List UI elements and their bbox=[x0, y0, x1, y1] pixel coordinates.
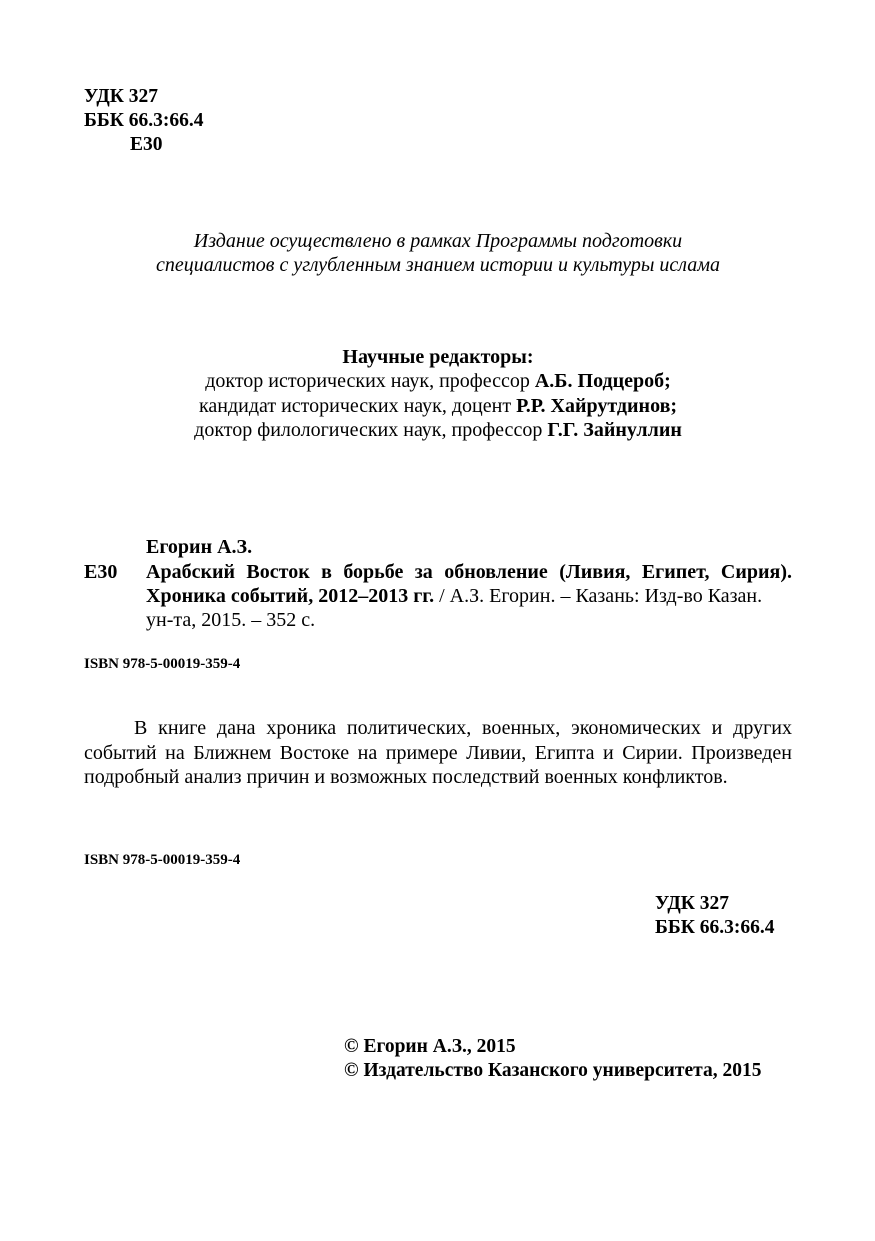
editor-1-title: доктор исторических наук, профессор bbox=[205, 370, 535, 392]
editor-line-2 bbox=[84, 395, 792, 418]
editor-2-name: Р.Р. Хайрутдинов; bbox=[516, 395, 678, 417]
udk-code-bottom: УДК 327 bbox=[655, 893, 730, 914]
copyright-author: © Егорин А.З., 2015 bbox=[344, 1036, 516, 1057]
udk-code-top: УДК 327 bbox=[84, 86, 159, 107]
record-title-line-3: ун-та, 2015. – 352 с. bbox=[146, 609, 316, 631]
isbn-second: ISBN 978-5-00019-359-4 bbox=[84, 852, 241, 868]
editors-heading: Научные редакторы: bbox=[342, 346, 534, 368]
annotation-line-1: В книге дана хроника политических, военных, экономических и других bbox=[134, 717, 792, 739]
bbk-code-top: ББК 66.3:66.4 bbox=[84, 110, 204, 131]
record-title-line-2 bbox=[146, 585, 792, 608]
annotation-line-2: событий на Ближнем Востоке на примере Ливии, Египта и Сирии. Произведен bbox=[84, 742, 792, 764]
editor-3-name: Г.Г. Зайнуллин bbox=[547, 419, 682, 441]
record-author: Егорин А.З. bbox=[146, 536, 253, 558]
program-note-line-1: Издание осуществлено в рамках Программы подготовки bbox=[193, 230, 683, 252]
record-author-mark: Е30 bbox=[84, 561, 118, 583]
copyright-publisher: © Издательство Казанского университета, 2015 bbox=[344, 1060, 762, 1081]
editor-line-1 bbox=[84, 370, 792, 393]
record-publication-info: / А.З. Егорин. – Казань: Изд-во Казан. bbox=[434, 585, 763, 607]
program-note-line-2: специалистов с углубленным знанием истории и культуры ислама bbox=[156, 254, 720, 276]
editor-line-3 bbox=[84, 419, 792, 442]
author-mark-top: Е30 bbox=[130, 134, 163, 155]
editor-1-name: А.Б. Подцероб; bbox=[534, 370, 671, 392]
editor-3-title: доктор филологических наук, профессор bbox=[194, 419, 548, 441]
record-title-line-1: Арабский Восток в борьбе за обновление (Ливия, Египет, Сирия). bbox=[146, 561, 792, 583]
isbn-first: ISBN 978-5-00019-359-4 bbox=[84, 656, 241, 672]
bbk-code-bottom: ББК 66.3:66.4 bbox=[655, 917, 775, 938]
annotation-line-3: подробный анализ причин и возможных последствий военных конфликтов. bbox=[84, 766, 728, 788]
editor-2-title: кандидат исторических наук, доцент bbox=[198, 395, 517, 417]
record-subtitle: Хроника событий, 2012–2013 гг. bbox=[146, 585, 435, 607]
